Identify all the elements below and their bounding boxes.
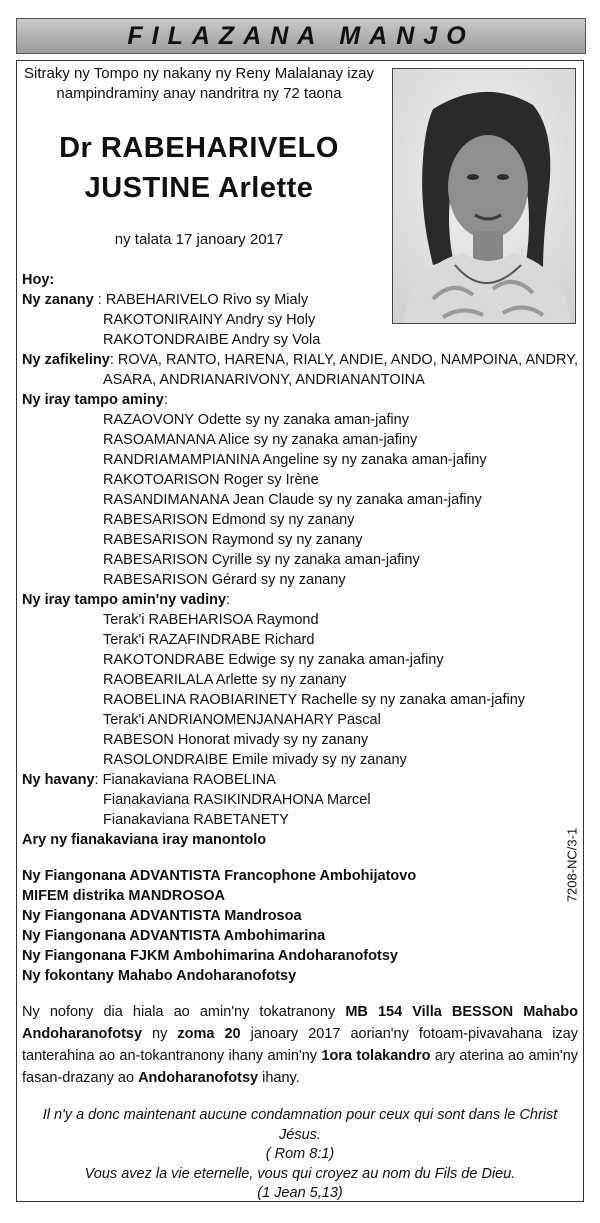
verse-ref: (1 Jean 5,13): [257, 1185, 343, 1201]
iray-tampo-item: RANDRIAMAMPIANINA Angeline sy ny zanaka aman-jafiny: [103, 452, 487, 468]
zanany-label: Ny zanany: [22, 292, 94, 308]
organization-item: Ny Fiangonana ADVANTISTA Francophone Ambohijatovo: [22, 868, 417, 884]
iray-tampo-item: RABESARISON Cyrille sy ny zanaka aman-jafiny: [103, 552, 420, 568]
zanany-item: RAKOTONDRAIBE Andry sy Vola: [103, 332, 321, 348]
deceased-name: [24, 128, 374, 208]
iray-tampo-vadiny-item: RASOLONDRAIBE Emile mivady sy ny zanany: [103, 752, 407, 768]
iray-tampo-vadiny-row: [22, 590, 582, 610]
verse-line: Il n'y a donc maintenant aucune condamnation pour ceux qui sont dans le Christ Jésus.: [42, 1107, 558, 1143]
notice-header: [16, 18, 586, 54]
organization-list: [22, 866, 416, 986]
iray-tampo-item: RASANDIMANANA Jean Claude sy ny zanaka aman-jafiny: [103, 492, 482, 508]
hoy-label: Hoy:: [22, 272, 55, 288]
havany-label: Ny havany: [22, 772, 95, 788]
iray-tampo-vadiny-item: RAOBEARILALA Arlette sy ny zanany: [103, 672, 347, 688]
notice-text: ary aterina ao amin'ny fasan-drazany ao: [22, 1048, 579, 1086]
death-date: ny talata 17 janoary 2017: [114, 231, 284, 248]
iray-tampo-vadiny-item: RAOBELINA RAOBIARINETY Rachelle sy ny zanaka aman-jafiny: [103, 692, 526, 708]
organization-item: Ny Fiangonana ADVANTISTA Mandrosoa: [22, 908, 302, 924]
zanany-row: [22, 290, 582, 310]
iray-tampo-row: [22, 390, 582, 410]
zafikeliny-first: : ROVA, RANTO, HARENA, RIALY, ANDIE, ANDO, NAMPOINA, ANDRY,: [109, 352, 578, 368]
zafikeliny-label: Ny zafikeliny: [22, 352, 110, 368]
havany-row: [22, 770, 582, 790]
reference-code: [562, 810, 582, 920]
notice-text: Ny nofony dia hiala ao amin'ny tokatranony: [22, 1004, 346, 1020]
intro-text: [24, 64, 374, 104]
name-line: JUSTINE Arlette: [84, 172, 314, 204]
notice-text: janoary 2017 aorian'ny fotoam-pivavahana izay tanterahina ao an-tokantranony ihany amin'ny: [22, 1026, 579, 1064]
iray-tampo-vadiny-label: Ny iray tampo amin'ny vadiny: [22, 592, 227, 608]
organization-item: MIFEM distrika MANDROSOA: [22, 888, 226, 904]
reference-text: 7208-NC/3-1: [564, 827, 580, 903]
ary-line: Ary ny fianakaviana iray manontolo: [22, 832, 267, 848]
organization-item: Ny fokontany Mahabo Andoharanofotsy: [22, 968, 297, 984]
verse-line: Vous avez la vie eternelle, vous qui croyez au nom du Fils de Dieu.: [84, 1165, 516, 1182]
havany-item: Fianakaviana RABETANETY: [103, 812, 289, 828]
iray-tampo-item: RASOAMANANA Alice sy ny zanaka aman-jafiny: [103, 432, 418, 448]
name-line: Dr RABEHARIVELO: [59, 132, 339, 164]
organization-item: Ny Fiangonana FJKM Ambohimarina Andoharanofotsy: [22, 948, 398, 964]
iray-tampo-item: RAZAOVONY Odette sy ny zanaka aman-jafiny: [103, 412, 409, 428]
iray-tampo-vadiny-colon: :: [226, 592, 231, 608]
intro-line: nampindraminy anay nandritra ny 72 taona: [56, 85, 342, 102]
zanany-item: RAKOTONIRAINY Andry sy Holy: [103, 312, 316, 328]
verse-ref: ( Rom 8:1): [265, 1146, 335, 1162]
bible-verse: [22, 1106, 578, 1204]
funeral-notice: [22, 1001, 578, 1089]
iray-tampo-vadiny-item: Terak'i RABEHARISOA Raymond: [103, 612, 319, 628]
iray-tampo-item: RABESARISON Raymond sy ny zanany: [103, 532, 363, 548]
iray-tampo-item: RAKOTOARISON Roger sy Irène: [103, 472, 319, 488]
iray-tampo-label: Ny iray tampo aminy: [22, 392, 164, 408]
iray-tampo-vadiny-item: Terak'i ANDRIANOMENJANAHARY Pascal: [103, 712, 381, 728]
notice-time: 1ora tolakandro: [321, 1048, 431, 1064]
notice-text: ihany.: [258, 1070, 300, 1086]
iray-tampo-item: RABESARISON Gérard sy ny zanany: [103, 572, 346, 588]
header-title: FILAZANA MANJO: [127, 21, 475, 50]
zanany-first: : RABEHARIVELO Rivo sy Mialy: [97, 292, 309, 308]
notice-address: MB 154 Villa BESSON Mahabo Andoharanofotsy: [22, 1004, 578, 1042]
family-list: [22, 270, 582, 850]
notice-day: zoma 20: [177, 1026, 241, 1042]
havany-first: : Fianakaviana RAOBELINA: [94, 772, 276, 788]
iray-tampo-colon: :: [163, 392, 168, 408]
organization-item: Ny Fiangonana ADVANTISTA Ambohimarina: [22, 928, 326, 944]
iray-tampo-vadiny-item: RABESON Honorat mivady sy ny zanany: [103, 732, 369, 748]
zafikeliny-row: [22, 350, 582, 370]
zafikeliny-item: ASARA, ANDRIANARIVONY, ANDRIANANTOINA: [103, 372, 425, 388]
havany-item: Fianakaviana RASIKINDRAHONA Marcel: [103, 792, 371, 808]
iray-tampo-vadiny-item: RAKOTONDRABE Edwige sy ny zanaka aman-jafiny: [103, 652, 444, 668]
intro-line: Sitraky ny Tompo ny nakany ny Reny Malalanay izay: [24, 65, 374, 82]
iray-tampo-vadiny-item: Terak'i RAZAFINDRABE Richard: [103, 632, 315, 648]
notice-place: Andoharanofotsy: [138, 1070, 259, 1086]
notice-text: ny: [142, 1026, 178, 1042]
iray-tampo-item: RABESARISON Edmond sy ny zanany: [103, 512, 355, 528]
